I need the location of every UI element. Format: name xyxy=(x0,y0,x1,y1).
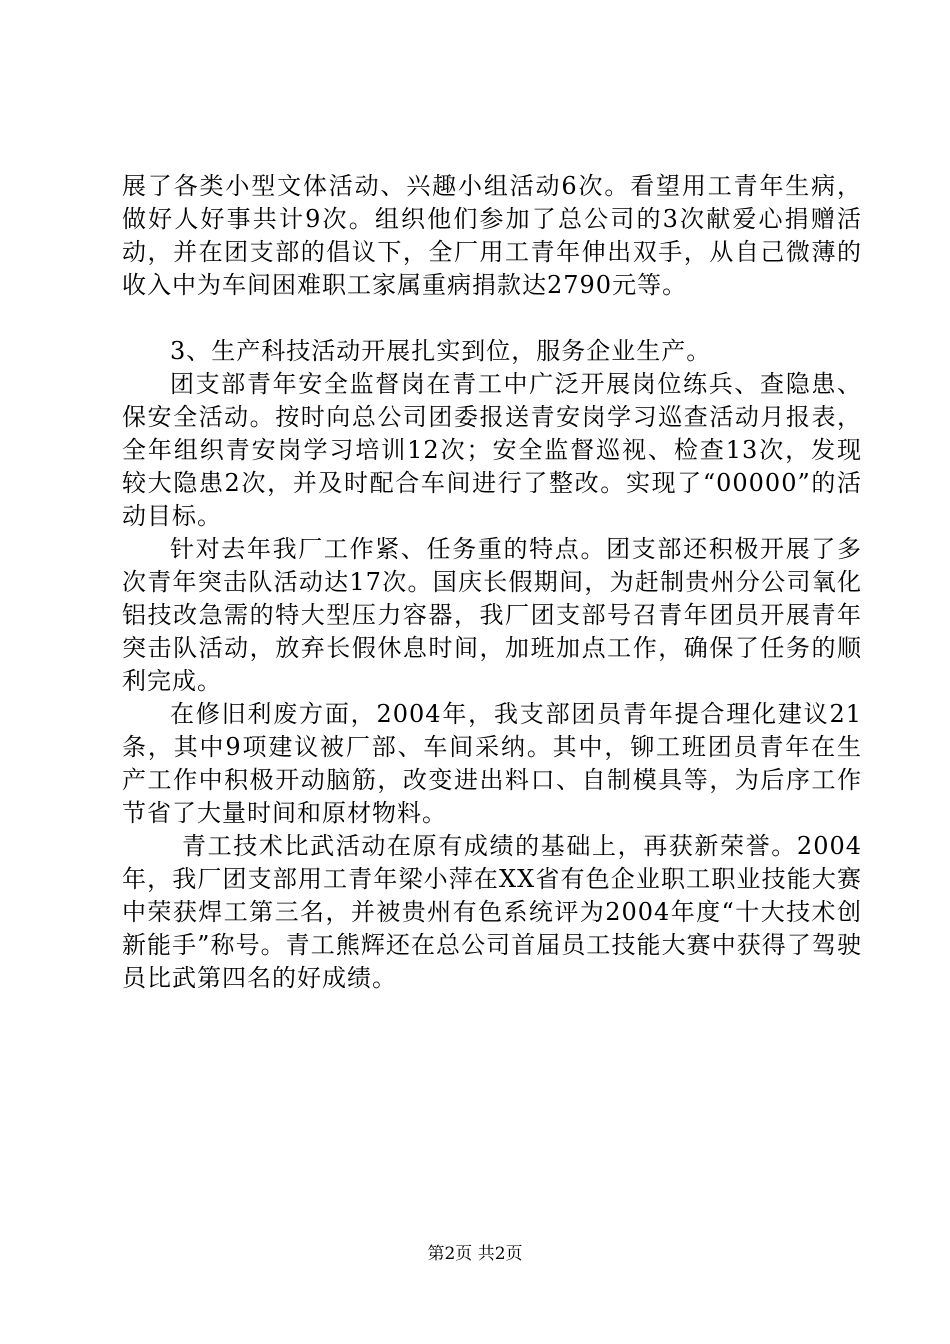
paragraph-safety-supervision: 团支部青年安全监督岗在青工中广泛开展岗位练兵、查隐患、保安全活动。按时向总公司团委报送青安岗学习巡查活动月报表，全年组织青安岗学习培训12次；安全监督巡视、检查13次，发现较大隐患2次，并及时配合车间进行了整改。实现了“00000”的活动目标。 xyxy=(122,370,862,530)
section-heading-production-tech: 3、生产科技活动开展扎实到位，服务企业生产。 xyxy=(170,337,712,365)
document-body xyxy=(122,170,862,995)
page-footer: 第2页 共2页 xyxy=(427,1244,523,1264)
paragraph-activities-continued: 展了各类小型文体活动、兴趣小组活动6次。看望用工青年生病，做好人好事共计9次。组织他们参加了总公司的3次献爱心捐赠活动，并在团支部的倡议下，全厂用工青年伸出双手，从自己微薄的收入中为车间困难职工家属重病捐款达2790元等。 xyxy=(122,172,862,299)
paragraph-recycling-suggestions: 在修旧利废方面，2004年，我支部团员青年提合理化建议21条，其中9项建议被厂部、车间采纳。其中，铆工班团员青年在生产工作中积极开动脑筋，改变进出料口、自制模具等，为后序工作节省了大量时间和原材物料。 xyxy=(122,700,862,827)
paragraph-skills-competition: 青工技术比武活动在原有成绩的基础上，再获新荣誉。2004年，我厂团支部用工青年梁小萍在XX省有色企业职工职业技能大赛中荣获焊工第三名，并被贵州有色系统评为2004年度“十大技术创新能手”称号。青工熊辉还在总公司首届员工技能大赛中获得了驾驶员比武第四名的好成绩。 xyxy=(122,832,862,992)
paragraph-youth-shock-team: 针对去年我厂工作紧、任务重的特点。团支部还积极开展了多次青年突击队活动达17次。国庆长假期间，为赶制贵州分公司氧化铝技改急需的特大型压力容器，我厂团支部号召青年团员开展青年突击队活动，放弃长假休息时间，加班加点工作，确保了任务的顺利完成。 xyxy=(122,535,862,695)
